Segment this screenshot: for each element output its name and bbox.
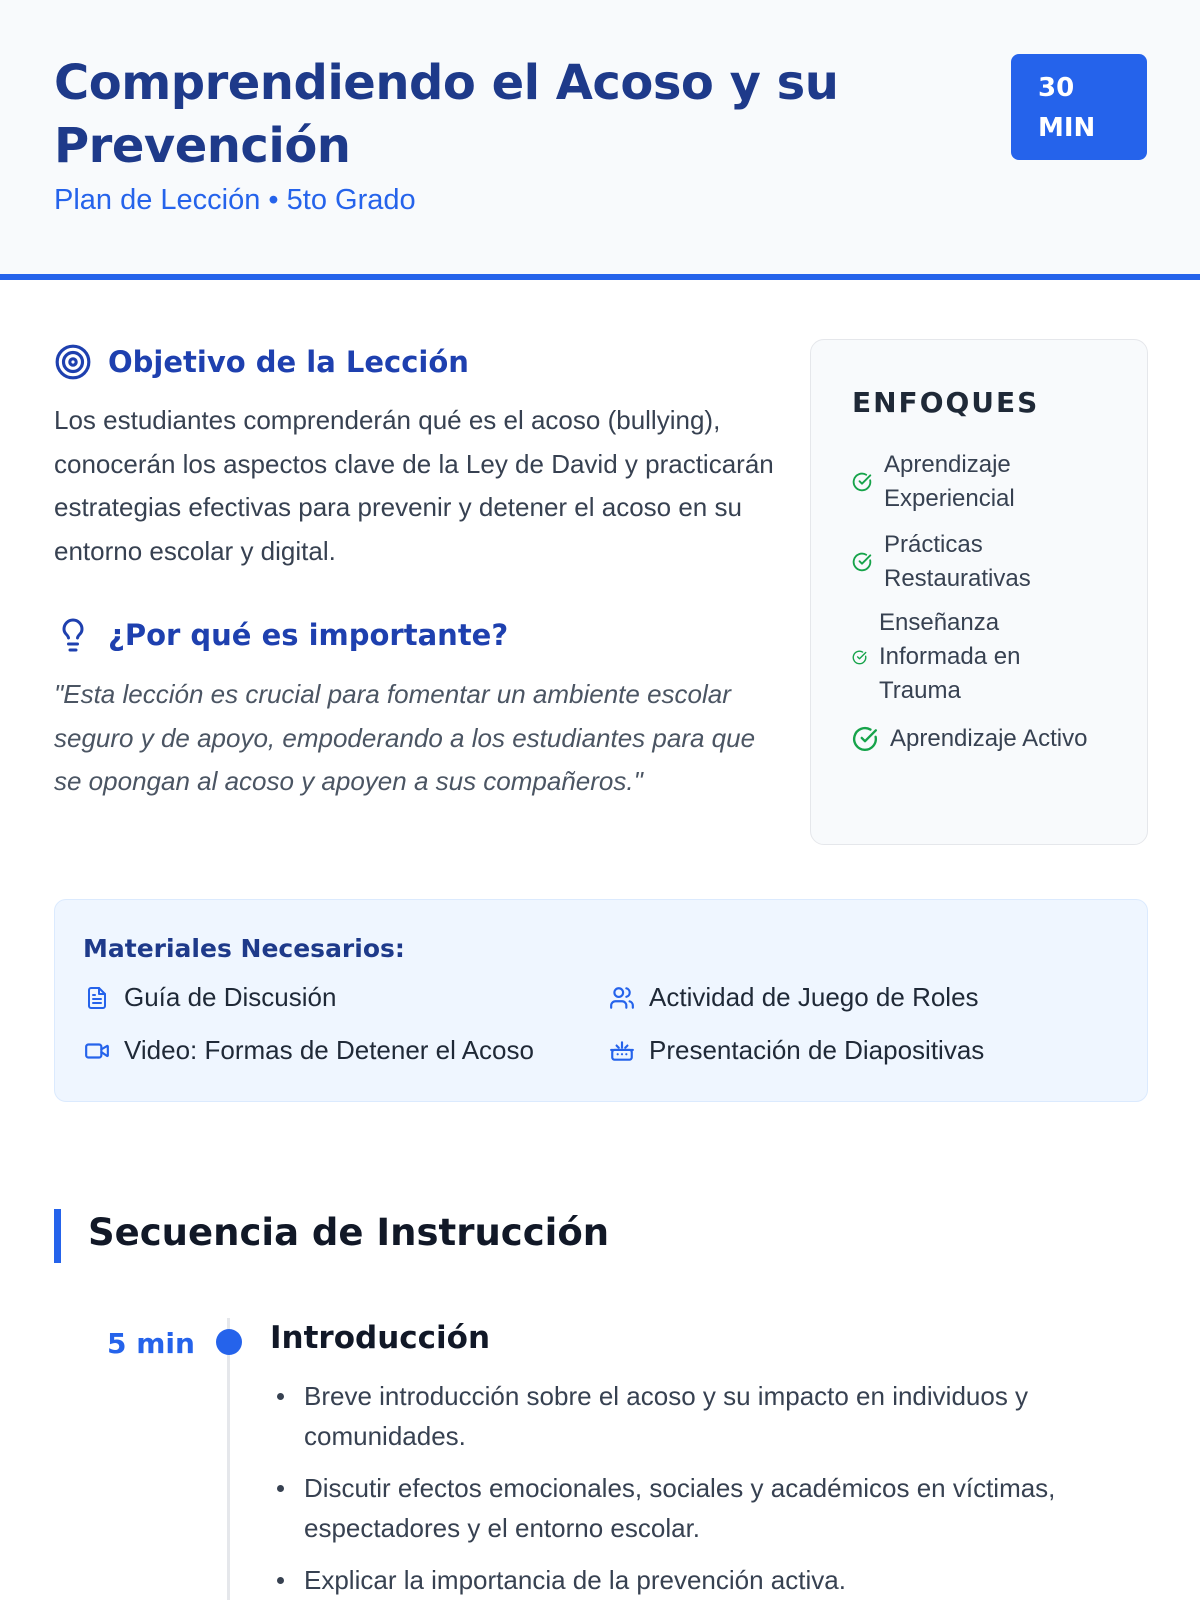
enfoque-item <box>852 448 1062 516</box>
enfoque-item <box>852 606 1052 708</box>
enfoques-title: ENFOQUES <box>852 386 1040 419</box>
check-circle-icon <box>852 552 872 572</box>
target-icon <box>54 343 92 381</box>
step-bullet: Explicar la importancia de la prevención activa. <box>304 1560 1154 1600</box>
objective-text: Los estudiantes comprenderán qué es el acoso (bullying), conocerán los aspectos clave de la Ley de David y practicarán estrategias efectivas para prevenir y detener el acoso en su entorno escolar y digital. <box>54 405 774 566</box>
material-item <box>83 982 336 1013</box>
sequence-title: Secuencia de Instrucción <box>88 1211 610 1254</box>
page-subtitle: Plan de Lección • 5to Grado <box>54 184 416 216</box>
page-title: Comprendiendo el Acoso y su Prevención <box>54 55 839 174</box>
material-label: Video: Formas de Detener el Acoso <box>124 1035 534 1065</box>
enfoque-label: Prácticas Restaurativas <box>884 531 1031 592</box>
video-icon <box>83 1037 111 1065</box>
importance-quote: "Esta lección es crucial para fomentar un ambiente escolar seguro y de apoyo, empoderando a los estudiantes para que se opongan al acoso y apoyen a sus compañeros." <box>54 679 756 796</box>
enfoque-item <box>852 528 1062 596</box>
step-bullet: Discutir efectos emocionales, sociales y académicos en víctimas, espectadores y el entorno escolar. <box>304 1468 1154 1548</box>
step-title: Introducción <box>270 1320 491 1356</box>
enfoque-label: Enseñanza Informada en Trauma <box>879 609 1021 704</box>
material-item <box>608 982 979 1013</box>
enfoque-item <box>852 722 1142 756</box>
materials-title: Materiales Necesarios: <box>83 934 405 963</box>
users-icon <box>608 984 636 1012</box>
material-item <box>83 1035 534 1066</box>
enfoques-card <box>810 339 1148 845</box>
check-circle-icon <box>852 650 867 665</box>
duration-badge <box>1011 54 1147 160</box>
presentation-icon <box>608 1037 636 1065</box>
check-circle-icon <box>852 726 878 752</box>
material-label: Actividad de Juego de Roles <box>649 982 979 1012</box>
lightbulb-icon <box>54 616 92 654</box>
objective-heading-text: Objetivo de la Lección <box>108 345 469 379</box>
timeline-dot <box>216 1329 242 1355</box>
step-time: 5 min <box>107 1327 195 1360</box>
sequence-accent-bar <box>54 1209 61 1263</box>
objective-heading <box>54 343 469 381</box>
importance-heading <box>54 616 508 654</box>
importance-heading-text: ¿Por qué es importante? <box>108 618 509 652</box>
timeline-line <box>227 1318 230 1600</box>
step-bullet-list <box>304 1376 1154 1600</box>
check-circle-icon <box>852 472 872 492</box>
material-label: Guía de Discusión <box>124 982 337 1012</box>
step-bullet: Breve introducción sobre el acoso y su impacto en individuos y comunidades. <box>304 1376 1154 1456</box>
material-label: Presentación de Diapositivas <box>649 1035 985 1065</box>
duration-number: 30 <box>1038 73 1075 103</box>
material-item <box>608 1035 984 1066</box>
enfoque-label: Aprendizaje Experiencial <box>884 451 1015 512</box>
materials-box <box>54 899 1148 1102</box>
enfoque-label: Aprendizaje Activo <box>890 725 1088 752</box>
duration-unit: MIN <box>1038 113 1096 143</box>
page-header <box>0 0 1200 280</box>
document-icon <box>83 984 111 1012</box>
